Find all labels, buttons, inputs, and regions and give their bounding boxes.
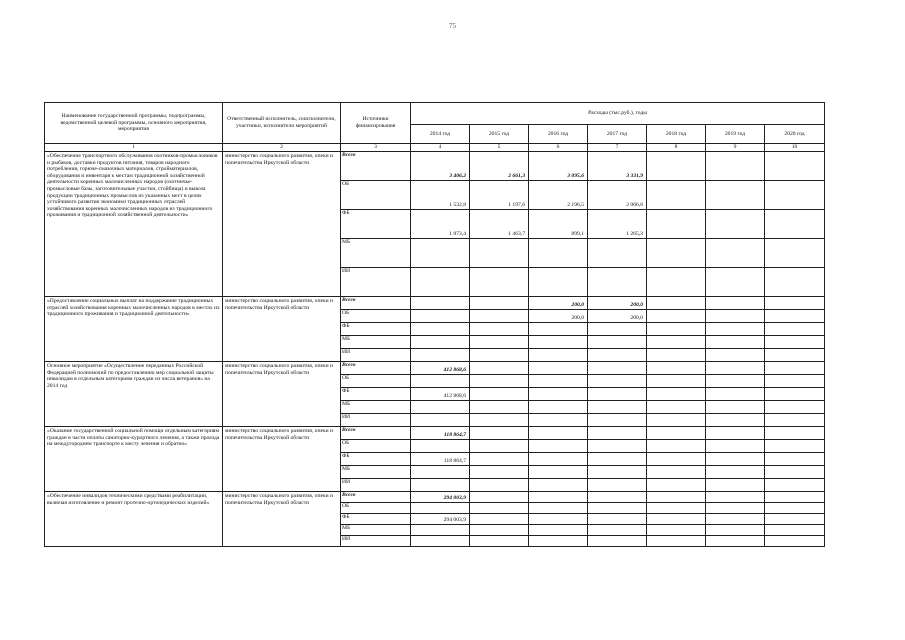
- expense-value: [470, 323, 529, 336]
- funding-source: ИИ: [341, 479, 411, 492]
- expense-value: [706, 181, 765, 210]
- expense-value: [588, 362, 647, 375]
- expense-value: [470, 362, 529, 375]
- expense-value: [765, 525, 825, 536]
- expense-value: [529, 414, 588, 427]
- funding-source: ОБ: [341, 181, 411, 210]
- expense-value: [647, 503, 706, 514]
- expense-value: [647, 492, 706, 503]
- expense-value: [765, 453, 825, 466]
- expense-value: [588, 375, 647, 388]
- expense-value: [470, 479, 529, 492]
- expense-value: [647, 268, 706, 297]
- expense-value: [706, 514, 765, 525]
- expense-value: [706, 414, 765, 427]
- expense-value: [470, 349, 529, 362]
- expense-value: [411, 466, 470, 479]
- expense-value: [411, 536, 470, 547]
- expense-value: [529, 525, 588, 536]
- expense-value: [765, 323, 825, 336]
- funding-source: МБ: [341, 239, 411, 268]
- expense-value: [470, 466, 529, 479]
- expense-value: [411, 336, 470, 349]
- expense-value: [529, 503, 588, 514]
- expense-value: [588, 536, 647, 547]
- funding-source: ФБ: [341, 514, 411, 525]
- expense-value: [470, 268, 529, 297]
- funding-source: ФБ: [341, 210, 411, 239]
- expense-value: [647, 440, 706, 453]
- expense-value: [706, 536, 765, 547]
- expense-value: [470, 440, 529, 453]
- funding-source: ОБ: [341, 375, 411, 388]
- expense-value: [529, 375, 588, 388]
- expense-value: [765, 310, 825, 323]
- expense-value: 1 532,8: [411, 181, 470, 210]
- column-number: 6: [529, 144, 588, 152]
- expense-value: 294 003,9: [411, 514, 470, 525]
- funding-source: ИИ: [341, 414, 411, 427]
- header-expenses: Расходы (тыс.руб.), годы: [411, 103, 825, 125]
- measure-executor: министерство социального развития, опеки и попечительства Иркутской области: [223, 427, 341, 492]
- expense-value: [765, 268, 825, 297]
- measure-row: [45, 297, 825, 310]
- expense-value: [588, 525, 647, 536]
- expense-value: 294 003,9: [411, 492, 470, 503]
- expense-value: [706, 492, 765, 503]
- expense-value: [647, 453, 706, 466]
- expense-value: 899,1: [529, 210, 588, 239]
- expense-value: [765, 536, 825, 547]
- expense-value: [470, 503, 529, 514]
- funding-source: МБ: [341, 466, 411, 479]
- expense-value: [706, 479, 765, 492]
- measure-name: «Обеспечение инвалидов техническими средствами реабилитации, включая изготовление и ремонт протезно-ортопедических изделий»: [45, 492, 223, 547]
- column-number: 5: [470, 144, 529, 152]
- funding-source: ОБ: [341, 503, 411, 514]
- expense-value: 200,0: [529, 310, 588, 323]
- expense-value: [470, 297, 529, 310]
- expense-value: [706, 152, 765, 181]
- expense-value: [529, 401, 588, 414]
- expense-value: [706, 362, 765, 375]
- expense-value: [470, 525, 529, 536]
- header-source: Источники финансирования: [341, 103, 411, 144]
- column-number: 1: [45, 144, 223, 152]
- expense-value: 1 265,3: [588, 210, 647, 239]
- funding-source: Всего: [341, 492, 411, 503]
- expense-value: [588, 336, 647, 349]
- funding-source: ИИ: [341, 268, 411, 297]
- funding-source: МБ: [341, 336, 411, 349]
- funding-source: Всего: [341, 362, 411, 375]
- page-number: 75: [449, 22, 456, 30]
- expense-value: [529, 466, 588, 479]
- expense-value: [765, 492, 825, 503]
- measure-name: «Предоставление социальных выплат на поддержание традиционных отраслей хозяйствования коренных малочисленных народов в местах их традиционного проживания и традиционной деятельности»: [45, 297, 223, 362]
- expense-value: 412 868,6: [411, 362, 470, 375]
- expense-value: [765, 375, 825, 388]
- expense-value: [765, 362, 825, 375]
- expense-value: [588, 349, 647, 362]
- expense-value: [588, 503, 647, 514]
- expense-value: [706, 297, 765, 310]
- funding-source: ИИ: [341, 536, 411, 547]
- expense-value: [647, 514, 706, 525]
- expense-value: [529, 492, 588, 503]
- expense-value: [647, 181, 706, 210]
- expense-value: [529, 440, 588, 453]
- expense-value: [647, 479, 706, 492]
- expense-value: [588, 492, 647, 503]
- column-number: 2: [223, 144, 341, 152]
- header-executor: Ответственный исполнитель, соисполнители, участники, исполнители мероприятий: [223, 103, 341, 144]
- expense-value: [706, 503, 765, 514]
- expense-value: [529, 479, 588, 492]
- measure-name: «Оказание государственной социальной помощи отдельным категориям граждан в части оплаты санаторно-курортного лечения, а также проезда на междугороднем транспорте к месту лечения и обратно»: [45, 427, 223, 492]
- expense-value: [411, 239, 470, 268]
- expense-value: [529, 336, 588, 349]
- expense-value: 3 095,6: [529, 152, 588, 181]
- expense-value: [411, 297, 470, 310]
- expense-value: 1 197,6: [470, 181, 529, 210]
- expense-value: [588, 466, 647, 479]
- expense-value: [706, 210, 765, 239]
- expenses-table: [44, 102, 825, 547]
- funding-source: ОБ: [341, 440, 411, 453]
- expense-value: [470, 492, 529, 503]
- expense-value: [588, 479, 647, 492]
- header-year: 2014 год: [411, 125, 470, 144]
- expense-value: [765, 239, 825, 268]
- expense-value: [529, 268, 588, 297]
- expense-value: 200,0: [588, 310, 647, 323]
- measure-row: [45, 492, 825, 503]
- expense-value: [765, 388, 825, 401]
- expense-value: [470, 388, 529, 401]
- expense-value: [706, 466, 765, 479]
- expense-value: [765, 479, 825, 492]
- expense-value: [647, 323, 706, 336]
- expense-value: 118 864,7: [411, 427, 470, 440]
- expense-value: [470, 514, 529, 525]
- funding-source: ФБ: [341, 453, 411, 466]
- expense-value: [647, 536, 706, 547]
- expense-value: [647, 152, 706, 181]
- expense-value: 2 066,6: [588, 181, 647, 210]
- expense-value: [647, 427, 706, 440]
- expense-value: [411, 503, 470, 514]
- expense-value: [647, 362, 706, 375]
- expense-value: [765, 181, 825, 210]
- expense-value: [588, 239, 647, 268]
- expense-value: 412 868,6: [411, 388, 470, 401]
- expense-value: [529, 349, 588, 362]
- expense-value: 3 331,9: [588, 152, 647, 181]
- expense-value: [470, 336, 529, 349]
- expense-value: [588, 414, 647, 427]
- funding-source: Всего: [341, 152, 411, 181]
- column-number: 8: [647, 144, 706, 152]
- expense-value: [411, 414, 470, 427]
- column-number: 10: [765, 144, 825, 152]
- funding-source: ИИ: [341, 349, 411, 362]
- header-year: 2017 год: [588, 125, 647, 144]
- funding-source: МБ: [341, 525, 411, 536]
- expense-value: [647, 239, 706, 268]
- measure-name: Основное мероприятие «Осуществление переданных Российской Федерацией полномочий по предоставлению мер социальной защиты инвалидам в отдельным категориям граждан из числа ветеранов» на 2014 год: [45, 362, 223, 427]
- column-number: 3: [341, 144, 411, 152]
- expense-value: [765, 414, 825, 427]
- funding-source: ФБ: [341, 323, 411, 336]
- expense-value: [470, 375, 529, 388]
- expense-value: [706, 427, 765, 440]
- expense-value: [706, 440, 765, 453]
- expense-value: [470, 453, 529, 466]
- expense-value: [411, 349, 470, 362]
- expense-value: [706, 453, 765, 466]
- expense-value: [706, 349, 765, 362]
- expense-value: [588, 388, 647, 401]
- expense-value: [411, 375, 470, 388]
- expense-value: 2 196,5: [529, 181, 588, 210]
- expense-value: [529, 323, 588, 336]
- header-row-top: [45, 103, 825, 125]
- expense-value: [765, 466, 825, 479]
- expense-value: [529, 514, 588, 525]
- measure-executor: министерство социального развития, опеки и попечительства Иркутской области: [223, 152, 341, 297]
- expense-value: [647, 210, 706, 239]
- expense-value: [706, 310, 765, 323]
- expense-value: [529, 427, 588, 440]
- expense-value: 1 463,7: [470, 210, 529, 239]
- expense-value: [588, 440, 647, 453]
- expense-value: 3 406,2: [411, 152, 470, 181]
- expense-value: [765, 152, 825, 181]
- expense-value: [706, 336, 765, 349]
- expense-value: [706, 375, 765, 388]
- header-name: Наименование государственной программы, подпрограммы, ведомственной целевой программы, основного мероприятия, мероприятия: [45, 103, 223, 144]
- measure-row: [45, 152, 825, 181]
- expense-value: [588, 323, 647, 336]
- expense-value: [706, 268, 765, 297]
- measure-executor: министерство социального развития, опеки и попечительства Иркутской области: [223, 492, 341, 547]
- expense-value: [529, 388, 588, 401]
- expense-value: 118 864,7: [411, 453, 470, 466]
- expense-value: [647, 525, 706, 536]
- funding-source: МБ: [341, 401, 411, 414]
- expense-value: [588, 268, 647, 297]
- expense-value: [647, 401, 706, 414]
- expense-value: [529, 239, 588, 268]
- header-year: 2019 год: [706, 125, 765, 144]
- measure-row: [45, 427, 825, 440]
- expense-value: [470, 536, 529, 547]
- funding-source: ОБ: [341, 310, 411, 323]
- expense-value: [706, 525, 765, 536]
- expense-value: [411, 323, 470, 336]
- column-number: 7: [588, 144, 647, 152]
- expense-value: [765, 401, 825, 414]
- expense-value: 2 661,3: [470, 152, 529, 181]
- expense-value: [706, 401, 765, 414]
- funding-source: ФБ: [341, 388, 411, 401]
- expense-value: [529, 453, 588, 466]
- expense-value: [706, 323, 765, 336]
- expense-value: [411, 525, 470, 536]
- column-number: 9: [706, 144, 765, 152]
- expense-value: [647, 336, 706, 349]
- expense-value: [588, 453, 647, 466]
- expense-value: [706, 388, 765, 401]
- expense-value: [647, 297, 706, 310]
- header-year: 2016 год: [529, 125, 588, 144]
- expense-value: [647, 466, 706, 479]
- expense-value: [529, 536, 588, 547]
- column-number-row: [45, 144, 825, 152]
- measure-executor: министерство социального развития, опеки и попечительства Иркутской области: [223, 297, 341, 362]
- expense-value: [647, 388, 706, 401]
- expense-value: [411, 479, 470, 492]
- expense-value: [588, 401, 647, 414]
- expense-value: [470, 401, 529, 414]
- expense-value: [411, 440, 470, 453]
- expense-value: [765, 514, 825, 525]
- expense-value: [588, 427, 647, 440]
- expense-value: [470, 310, 529, 323]
- expense-value: [588, 514, 647, 525]
- expense-value: [765, 297, 825, 310]
- expense-value: [647, 414, 706, 427]
- expense-value: [470, 427, 529, 440]
- column-number: 4: [411, 144, 470, 152]
- header-year: 2015 год: [470, 125, 529, 144]
- measure-row: [45, 362, 825, 375]
- expense-value: [411, 401, 470, 414]
- expense-value: 1 873,4: [411, 210, 470, 239]
- expense-value: [529, 362, 588, 375]
- funding-source: Всего: [341, 427, 411, 440]
- expense-value: [765, 503, 825, 514]
- measure-executor: министерство социального развития, опеки и попечительства Иркутской области: [223, 362, 341, 427]
- expense-value: [647, 310, 706, 323]
- measure-name: «Обеспечение транспортного обслуживания охотников-промысловиков и рыбаков, доставки продуктов питания, товаров народного потребления, горюче-смазочных материалов, стройматериалов, оборудования и инвентаря к местам традиционной хозяйственной деятельности коренных малочисленных народов (охотничье-промысловые базы, заготовительные участки, стойбища) и вывоза продукции традиционных промыслов из указанных мест в целях устойчивого развития экономики традиционных отраслей хозяйствования коренных малочисленных народов из традиционного проживания и традиционной хозяйственной деятельности»: [45, 152, 223, 297]
- funding-source: Всего: [341, 297, 411, 310]
- expense-value: [765, 440, 825, 453]
- expense-value: [470, 414, 529, 427]
- expense-value: [765, 210, 825, 239]
- expense-value: [647, 375, 706, 388]
- header-year: 2020 год: [765, 125, 825, 144]
- expense-value: [411, 268, 470, 297]
- expense-value: [706, 239, 765, 268]
- expense-value: [765, 349, 825, 362]
- expense-value: 200,0: [529, 297, 588, 310]
- expense-value: 200,0: [588, 297, 647, 310]
- expense-value: [470, 239, 529, 268]
- expense-value: [647, 349, 706, 362]
- expense-value: [765, 427, 825, 440]
- expense-value: [411, 310, 470, 323]
- expense-value: [765, 336, 825, 349]
- header-year: 2018 год: [647, 125, 706, 144]
